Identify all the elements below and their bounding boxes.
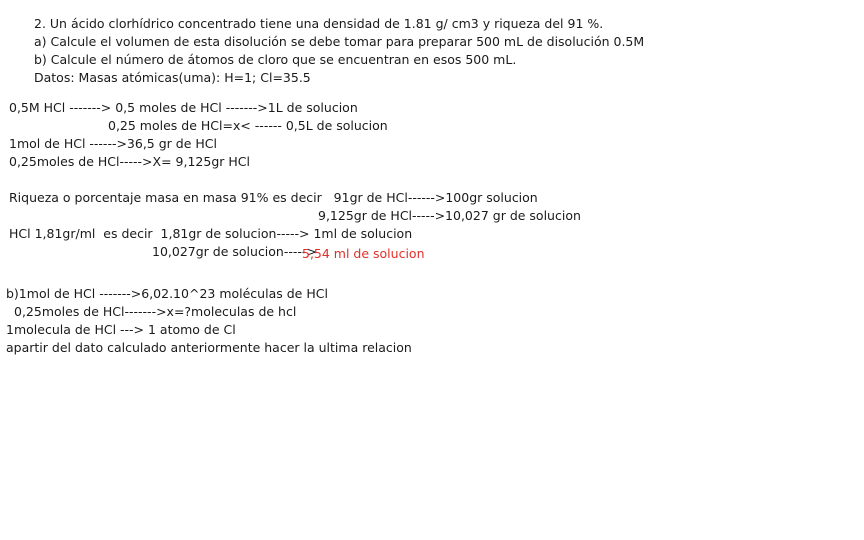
problem-part-b: b) Calcule el número de átomos de cloro que se encuentran en esos 500 mL. [34, 52, 517, 67]
part-b-line-3: 1molecula de HCl ---> 1 atomo de Cl [6, 322, 236, 337]
problem-part-a: a) Calcule el volumen de esta disolución se debe tomar para preparar 500 mL de disolución 0.5M [34, 34, 645, 49]
problem-data: Datos: Masas atómicas(uma): H=1; Cl=35.5 [34, 70, 311, 85]
mass-line-2: 0,25moles de HCl----->X= 9,125gr HCl [9, 154, 250, 169]
purity-line-1: Riqueza o porcentaje masa en masa 91% es decir 91gr de HCl------>100gr solucion [9, 190, 538, 205]
density-line-2: 10,027gr de solucion-----> [152, 244, 317, 259]
problem-intro: 2. Un ácido clorhídrico concentrado tiene una densidad de 1.81 g/ cm3 y riqueza del 91 %. [34, 16, 604, 31]
purity-line-2: 9,125gr de HCl----->10,027 gr de solucion [318, 208, 581, 223]
density-line-1: HCl 1,81gr/ml es decir 1,81gr de solucion-----> 1ml de solucion [9, 226, 413, 241]
part-b-line-4: apartir del dato calculado anteriormente hacer la ultima relacion [6, 340, 412, 355]
part-b-line-2: 0,25moles de HCl------->x=?moleculas de hcl [14, 304, 297, 319]
part-b-line-1: b)1mol de HCl ------->6,02.10^23 moléculas de HCl [6, 286, 328, 301]
moles-line-1: 0,5M HCl -------> 0,5 moles de HCl ------->1L de solucion [9, 100, 358, 115]
result-volume: 5,54 ml de solucion [302, 246, 425, 261]
moles-line-2: 0,25 moles de HCl=x< ------ 0,5L de solucion [108, 118, 388, 133]
mass-line-1: 1mol de HCl ------>36,5 gr de HCl [9, 136, 217, 151]
